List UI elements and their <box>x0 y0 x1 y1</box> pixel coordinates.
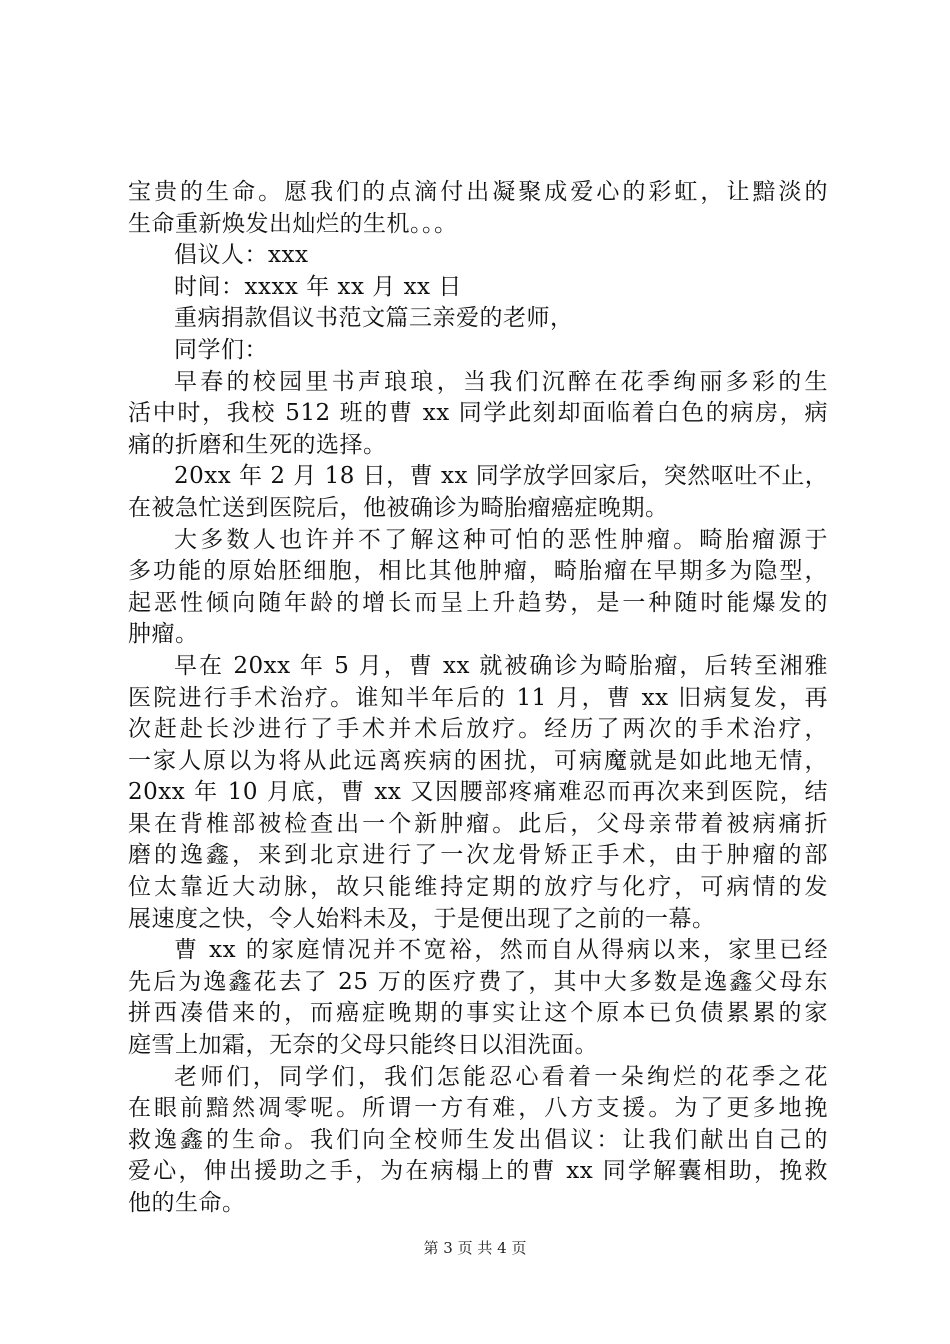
text-line: 位太靠近大动脉，故只能维持定期的放疗与化疗，可病情的发 <box>128 874 828 901</box>
text-line: 在被急忙送到医院后，他被确诊为畸胎瘤癌症晚期。 <box>128 494 669 521</box>
text-line: 老师们，同学们，我们怎能忍心看着一朵绚烂的花季之花 <box>174 1063 828 1090</box>
text-line: 先后为逸鑫花去了 25 万的医疗费了，其中大多数是逸鑫父母东 <box>128 968 828 995</box>
text-line: 次赶赴长沙进行了手术并术后放疗。经历了两次的手术治疗， <box>128 716 828 743</box>
text-line: 时间：xxxx 年 xx 月 xx 日 <box>174 273 462 300</box>
text-line: 重病捐款倡议书范文篇三亲爱的老师， <box>174 305 574 332</box>
text-line: 磨的逸鑫，来到北京进行了一次龙骨矫正手术，由于肿瘤的部 <box>128 842 828 869</box>
text-line: 医院进行手术治疗。谁知半年后的 11 月，曹 xx 旧病复发，再 <box>128 684 828 711</box>
text-line: 庭雪上加霜，无奈的父母只能终日以泪洗面。 <box>128 1032 598 1059</box>
text-line: 早春的校园里书声琅琅，当我们沉醉在花季绚丽多彩的生 <box>174 368 828 395</box>
text-line: 生命重新焕发出灿烂的生机。。。 <box>128 210 458 237</box>
text-line: 他的生命。 <box>128 1190 246 1216</box>
document-body <box>128 177 828 1220</box>
text-line: 在眼前黯然凋零呢。所谓一方有难，八方支援。为了更多地挽 <box>128 1095 828 1122</box>
text-line: 20xx 年 10 月底，曹 xx 又因腰部疼痛难忍而再次来到医院，结 <box>128 779 828 806</box>
text-line: 拼西凑借来的，而癌症晚期的事实让这个原本已负债累累的家 <box>128 1000 828 1027</box>
text-line: 救逸鑫的生命。我们向全校师生发出倡议：让我们献出自己的 <box>128 1126 828 1153</box>
text-line: 肿瘤。 <box>128 621 199 648</box>
text-line: 爱心，伸出援助之手，为在病榻上的曹 xx 同学解囊相助，挽救 <box>128 1158 828 1185</box>
text-line: 大多数人也许并不了解这种可怕的恶性肿瘤。畸胎瘤源于 <box>174 526 828 553</box>
text-line: 果在背椎部被检查出一个新肿瘤。此后，父母亲带着被病痛折 <box>128 810 828 837</box>
text-line: 早在 20xx 年 5 月，曹 xx 就被确诊为畸胎瘤，后转至湘雅 <box>174 652 828 679</box>
text-line: 展速度之快，令人始料未及，于是便出现了之前的一幕。 <box>128 905 716 932</box>
text-line: 起恶性倾向随年龄的增长而呈上升趋势，是一种随时能爆发的 <box>128 589 828 616</box>
text-line: 曹 xx 的家庭情况并不宽裕，然而自从得病以来，家里已经 <box>174 937 828 964</box>
text-line: 一家人原以为将从此远离疾病的困扰，可病魔就是如此地无情， <box>128 747 828 774</box>
text-line: 倡议人：xxx <box>174 242 309 269</box>
text-line: 同学们： <box>174 336 268 363</box>
text-line: 多功能的原始胚细胞，相比其他肿瘤，畸胎瘤在早期多为隐型， <box>128 558 828 585</box>
text-line: 痛的折磨和生死的选择。 <box>128 431 387 458</box>
text-line: 20xx 年 2 月 18 日，曹 xx 同学放学回家后，突然呕吐不止， <box>174 463 828 490</box>
text-line: 活中时，我校 512 班的曹 xx 同学此刻却面临着白色的病房，病 <box>128 400 828 427</box>
text-line: 宝贵的生命。愿我们的点滴付出凝聚成爱心的彩虹，让黯淡的 <box>128 179 828 205</box>
page-footer: 第 3 页 共 4 页 <box>423 1239 527 1257</box>
